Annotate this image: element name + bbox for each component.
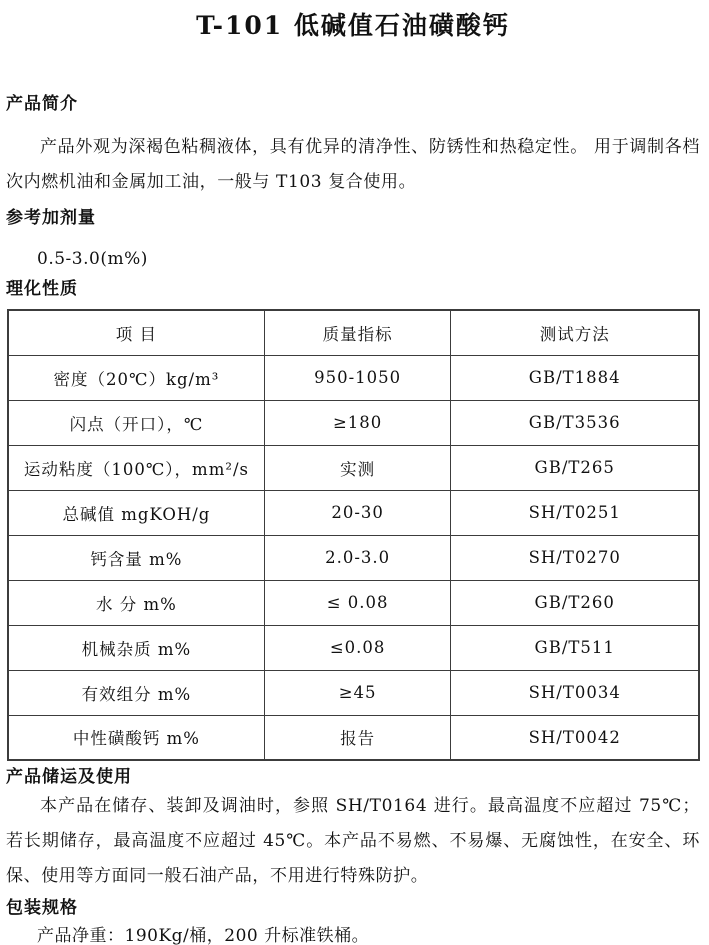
table-row: [8, 490, 699, 535]
item-cell: 闪点（开口），℃: [8, 400, 264, 445]
value-cell: ≥180: [264, 400, 451, 445]
section-heading-storage: 产品储运及使用: [6, 767, 132, 787]
table-row: [8, 715, 699, 760]
item-cell: 有效组分 m%: [8, 670, 264, 715]
item-cell: 中性磺酸钙 m%: [8, 715, 264, 760]
method-cell: GB/T260: [451, 580, 699, 625]
section-heading-dosage: 参考加剂量: [6, 208, 96, 228]
method-cell: SH/T0270: [451, 535, 699, 580]
properties-table: [7, 309, 700, 761]
storage-paragraph: 本产品在储存、装卸及调油时，参照 SH/T0164 进行。最高温度不应超过 75℃；若长期储存，最高温度不应超过 45℃。本产品不易燃、不易爆、无腐蚀性，在安全、环保、使用等方面同一般石油产品，不用进行特殊防护。: [6, 796, 700, 886]
dosage-value: 0.5-3.0(m%): [37, 249, 148, 269]
table-row: [8, 670, 699, 715]
column-header-value: 质量指标: [264, 310, 451, 355]
method-cell: GB/T1884: [451, 355, 699, 400]
value-cell: 2.0-3.0: [264, 535, 451, 580]
section-heading-properties: 理化性质: [6, 279, 78, 299]
item-cell: 总碱值 mgKOH/g: [8, 490, 264, 535]
document-title: T-101 低碱值石油磺酸钙: [196, 11, 510, 40]
column-header-item: 项 目: [8, 310, 264, 355]
table-row: [8, 535, 699, 580]
value-cell: 20-30: [264, 490, 451, 535]
section-heading-intro: 产品简介: [6, 94, 78, 114]
table-header-row: [8, 310, 699, 355]
item-cell: 水 分 m%: [8, 580, 264, 625]
method-cell: GB/T265: [451, 445, 699, 490]
section-heading-packaging: 包装规格: [6, 898, 78, 918]
method-cell: SH/T0251: [451, 490, 699, 535]
method-cell: GB/T3536: [451, 400, 699, 445]
item-cell: 运动粘度（100℃），mm²/s: [8, 445, 264, 490]
column-header-method: 测试方法: [451, 310, 699, 355]
table-row: [8, 355, 699, 400]
item-cell: 钙含量 m%: [8, 535, 264, 580]
table-row: [8, 580, 699, 625]
value-cell: 报告: [264, 715, 451, 760]
table-row: [8, 625, 699, 670]
item-cell: 机械杂质 m%: [8, 625, 264, 670]
value-cell: ≤0.08: [264, 625, 451, 670]
packaging-value: 产品净重：190Kg/桶，200 升标准铁桶。: [37, 926, 370, 945]
value-cell: ≥45: [264, 670, 451, 715]
method-cell: SH/T0042: [451, 715, 699, 760]
properties-table-body: [8, 355, 699, 760]
value-cell: 实测: [264, 445, 451, 490]
intro-paragraph: 产品外观为深褐色粘稠液体，具有优异的清净性、防锈性和热稳定性。 用于调制各档次内燃机油和金属加工油，一般与 T103 复合使用。: [6, 137, 700, 192]
value-cell: ≤ 0.08: [264, 580, 451, 625]
table-row: [8, 445, 699, 490]
table-row: [8, 400, 699, 445]
value-cell: 950-1050: [264, 355, 451, 400]
method-cell: SH/T0034: [451, 670, 699, 715]
method-cell: GB/T511: [451, 625, 699, 670]
item-cell: 密度（20℃）kg/m³: [8, 355, 264, 400]
